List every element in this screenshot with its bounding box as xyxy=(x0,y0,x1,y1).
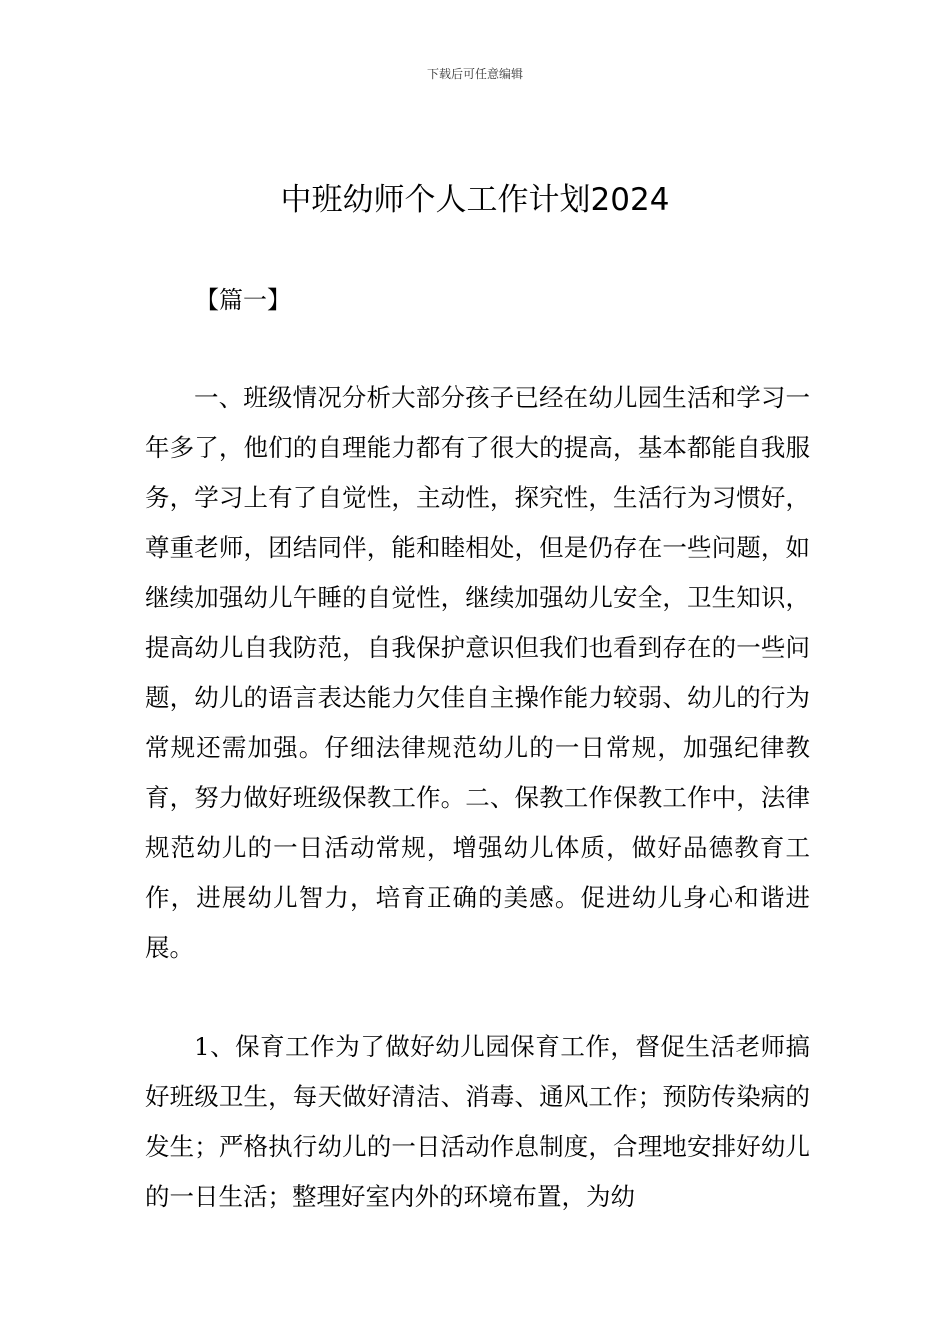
document-title: 中班幼师个人工作计划2024 xyxy=(280,182,670,218)
header-note: 下载后可任意编辑 xyxy=(426,67,523,81)
section-label: 【篇一】 xyxy=(195,286,291,314)
paragraph-1: 一、班级情况分析大部分孩子已经在幼儿园生活和学习一年多了，他们的自理能力都有了很大的提高，基本都能自我服务，学习上有了自觉性，主动性，探究性，生活行为习惯好，尊重老师，团结同伴，能和睦相处，但是仍存在一些问题，如继续加强幼儿午睡的自觉性，继续加强幼儿安全，卫生知识，提高幼儿自我防范，自我保护意识但我们也看到存在的一些问题，幼儿的语言表达能力欠佳自主操作能力较弱、幼儿的行为常规还需加强。仔细法律规范幼儿的一日常规，加强纪律教育，努力做好班级保教工作。二、保教工作保教工作中，法律规范幼儿的一日活动常规，增强幼儿体质，做好品德教育工作，进展幼儿智力，培育正确的美感。促进幼儿身心和谐进展。 xyxy=(145,383,810,962)
paragraph-2: 1、保育工作为了做好幼儿园保育工作，督促生活老师搞好班级卫生，每天做好清洁、消毒、通风工作；预防传染病的发生；严格执行幼儿的一日活动作息制度，合理地安排好幼儿的一日生活；整理好室内外的环境布置，为幼 xyxy=(145,1032,810,1211)
